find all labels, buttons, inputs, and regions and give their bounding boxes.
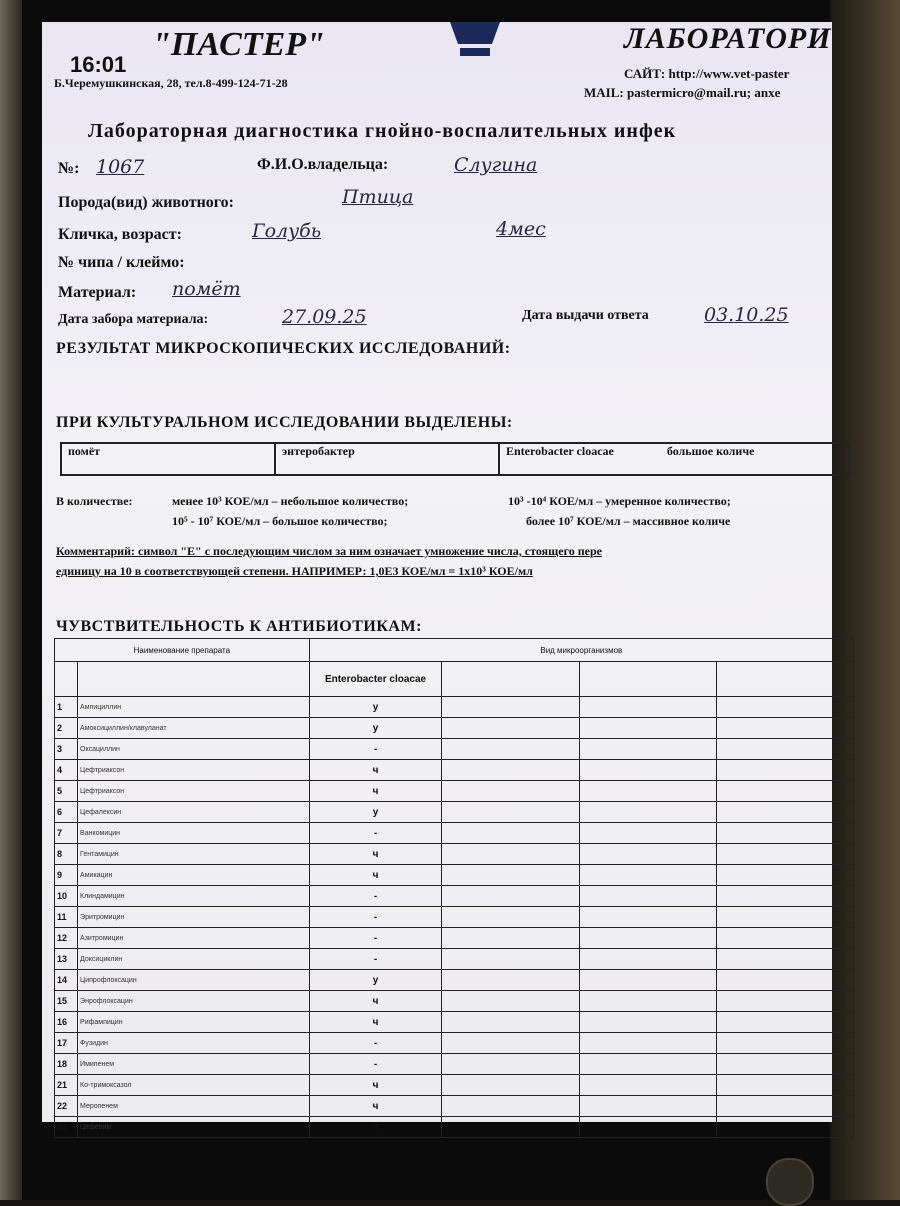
drug-name: Эритромицин bbox=[78, 907, 310, 928]
drug-name: Цефалексин bbox=[78, 802, 310, 823]
table-row bbox=[55, 823, 854, 844]
species-column-header: Вид микроорганизмов bbox=[309, 639, 853, 662]
row-number: 14 bbox=[55, 970, 78, 991]
row-number: 8 bbox=[55, 844, 78, 865]
empty-cell bbox=[716, 823, 853, 844]
sensitivity-result: у bbox=[309, 697, 442, 718]
empty-cell bbox=[442, 1096, 579, 1117]
drug-name: Цефтриаксон bbox=[78, 781, 310, 802]
empty-cell bbox=[579, 802, 716, 823]
brand-heading: ЛАБОРАТОРИ bbox=[624, 22, 832, 55]
antibiotic-rows bbox=[55, 697, 854, 1138]
empty-cell bbox=[716, 844, 853, 865]
empty-cell bbox=[442, 760, 579, 781]
empty-cell bbox=[579, 991, 716, 1012]
empty-cell bbox=[442, 865, 579, 886]
empty-cell bbox=[579, 949, 716, 970]
empty-cell bbox=[716, 949, 853, 970]
photo-background-left bbox=[0, 0, 22, 1200]
drug-name: Клиндамицин bbox=[78, 886, 310, 907]
empty-cell bbox=[442, 718, 579, 739]
empty-cell bbox=[579, 760, 716, 781]
table-row bbox=[55, 949, 854, 970]
empty-cell bbox=[716, 697, 853, 718]
empty-cell bbox=[716, 1054, 853, 1075]
empty-cell bbox=[442, 1012, 579, 1033]
empty-cell bbox=[716, 1033, 853, 1054]
culture-organism-ru-cell: энтеробактер bbox=[275, 443, 499, 475]
table-row bbox=[55, 781, 854, 802]
row-number: 7 bbox=[55, 823, 78, 844]
table-row bbox=[55, 739, 854, 760]
issue-date-label: Дата выдачи ответа bbox=[522, 308, 649, 323]
table-row bbox=[55, 886, 854, 907]
row-number: 5 bbox=[55, 781, 78, 802]
table-row bbox=[55, 1033, 854, 1054]
empty-cell bbox=[579, 1075, 716, 1096]
row-number: 23 bbox=[55, 1117, 78, 1138]
sensitivity-result: ч bbox=[309, 1117, 442, 1138]
pet-age-value: 4мес bbox=[496, 218, 546, 240]
empty-cell bbox=[579, 1012, 716, 1033]
table-row bbox=[55, 802, 854, 823]
row-number: 1 bbox=[55, 697, 78, 718]
table-row bbox=[55, 1096, 854, 1117]
sensitivity-result: - bbox=[309, 907, 442, 928]
empty-cell bbox=[716, 907, 853, 928]
chip-label: № чипа / клеймо: bbox=[58, 254, 185, 271]
owner-label: Ф.И.О.владельца: bbox=[257, 156, 389, 173]
empty-cell bbox=[579, 781, 716, 802]
empty-cell bbox=[442, 907, 579, 928]
table-row bbox=[55, 1075, 854, 1096]
sensitivity-result: - bbox=[309, 1054, 442, 1075]
empty-cell bbox=[579, 1096, 716, 1117]
table-row bbox=[55, 718, 854, 739]
empty-cell bbox=[716, 1075, 853, 1096]
empty-cell bbox=[579, 823, 716, 844]
culture-material-cell: помёт bbox=[61, 443, 275, 475]
empty-cell bbox=[716, 1096, 853, 1117]
sensitivity-result: ч bbox=[309, 1075, 442, 1096]
drug-name: Амикацин bbox=[78, 865, 310, 886]
drug-name: Амоксициллин/клавуланат bbox=[78, 718, 310, 739]
drug-name: Цефтриаксон bbox=[78, 760, 310, 781]
sensitivity-result: ч bbox=[309, 844, 442, 865]
amount-legend-small: менее 10³ КОЕ/мл – небольшое количество; bbox=[172, 494, 409, 508]
table-row bbox=[55, 1012, 854, 1033]
antibiotics-heading: ЧУВСТВИТЕЛЬНОСТЬ К АНТИБИОТИКАМ: bbox=[56, 618, 422, 635]
amount-legend-massive: более 10⁷ КОЕ/мл – массивное количе bbox=[526, 514, 731, 528]
row-number: 2 bbox=[55, 718, 78, 739]
breed-value: Птица bbox=[342, 186, 414, 208]
empty-cell bbox=[716, 760, 853, 781]
empty-cell bbox=[716, 991, 853, 1012]
pet-name-value: Голубь bbox=[252, 220, 322, 242]
row-number: 11 bbox=[55, 907, 78, 928]
empty-cell bbox=[442, 1117, 579, 1138]
sensitivity-result: ч bbox=[309, 865, 442, 886]
empty-cell bbox=[442, 1054, 579, 1075]
table-row bbox=[55, 907, 854, 928]
material-value: помёт bbox=[172, 278, 241, 300]
table-subheader-row bbox=[55, 662, 854, 697]
sample-date-label: Дата забора материала: bbox=[58, 312, 209, 327]
empty-cell bbox=[442, 823, 579, 844]
lab-logo-text: "ПАСТЕР" bbox=[152, 26, 325, 63]
sensitivity-result: ч bbox=[309, 1012, 442, 1033]
comment-line-2: единицу на 10 в соответствующей степени. НАПРИМЕР: 1,0Е3 КОЕ/мл = 1х10³ КОЕ/мл bbox=[56, 564, 533, 578]
sensitivity-result: ч bbox=[309, 760, 442, 781]
sensitivity-result: - bbox=[309, 886, 442, 907]
sensitivity-result: - bbox=[309, 1033, 442, 1054]
sensitivity-result: ч bbox=[309, 1096, 442, 1117]
microscopy-heading: РЕЗУЛЬТАТ МИКРОСКОПИЧЕСКИХ ИССЛЕДОВАНИЙ: bbox=[56, 340, 511, 357]
table-row bbox=[55, 844, 854, 865]
empty-cell bbox=[716, 886, 853, 907]
empty-cell bbox=[579, 970, 716, 991]
sensitivity-result: - bbox=[309, 928, 442, 949]
drug-name: Гентамицин bbox=[78, 844, 310, 865]
empty-cell bbox=[579, 844, 716, 865]
drug-name: Ванкомицин bbox=[78, 823, 310, 844]
empty-cell bbox=[442, 781, 579, 802]
lab-website: САЙТ: http://www.vet-paster bbox=[624, 66, 790, 81]
sensitivity-result: у bbox=[309, 970, 442, 991]
number-value: 1067 bbox=[96, 156, 145, 178]
sensitivity-result: ч bbox=[309, 991, 442, 1012]
empty-cell bbox=[442, 697, 579, 718]
row-number: 3 bbox=[55, 739, 78, 760]
table-row bbox=[55, 1054, 854, 1075]
drug-name: Фузидин bbox=[78, 1033, 310, 1054]
empty-cell bbox=[579, 865, 716, 886]
row-number: 18 bbox=[55, 1054, 78, 1075]
table-row bbox=[55, 865, 854, 886]
empty-cell bbox=[442, 1075, 579, 1096]
phone-screen[interactable] bbox=[42, 22, 832, 1133]
sensitivity-result: - bbox=[309, 739, 442, 760]
row-number: 12 bbox=[55, 928, 78, 949]
drug-name: Цефепим bbox=[78, 1117, 310, 1138]
empty-cell bbox=[442, 949, 579, 970]
drug-name: Азитромицин bbox=[78, 928, 310, 949]
table-row bbox=[55, 1117, 854, 1138]
drug-name: Энрофлоксацин bbox=[78, 991, 310, 1012]
status-bar-time: 16:01 bbox=[70, 52, 127, 77]
sample-date-value: 27.09.25 bbox=[282, 306, 367, 328]
table-header-row bbox=[55, 639, 854, 662]
table-row bbox=[55, 697, 854, 718]
empty-cell bbox=[716, 928, 853, 949]
empty-cell bbox=[442, 928, 579, 949]
empty-cell bbox=[716, 739, 853, 760]
row-number: 13 bbox=[55, 949, 78, 970]
row-number: 16 bbox=[55, 1012, 78, 1033]
drug-name: Доксициклин bbox=[78, 949, 310, 970]
empty-cell bbox=[442, 844, 579, 865]
empty-cell bbox=[579, 718, 716, 739]
empty-cell bbox=[442, 1033, 579, 1054]
empty-cell bbox=[716, 970, 853, 991]
drug-name: Оксациллин bbox=[78, 739, 310, 760]
empty-cell bbox=[716, 865, 853, 886]
drug-name: Ципрофлоксацин bbox=[78, 970, 310, 991]
table-row bbox=[55, 970, 854, 991]
empty-cell bbox=[442, 802, 579, 823]
number-label: №: bbox=[58, 160, 80, 177]
empty-cell bbox=[442, 991, 579, 1012]
empty-cell bbox=[716, 1117, 853, 1138]
empty-cell bbox=[579, 739, 716, 760]
empty-cell bbox=[716, 802, 853, 823]
empty-cell bbox=[716, 1012, 853, 1033]
sensitivity-result: у bbox=[309, 718, 442, 739]
sensitivity-result: у bbox=[309, 802, 442, 823]
organism-column-header: Enterobacter cloacae bbox=[309, 662, 442, 697]
amount-legend-large: 10⁵ - 10⁷ КОЕ/мл – большое количество; bbox=[172, 514, 388, 528]
lab-email: MAIL: pastermicro@mail.ru; anxe bbox=[584, 85, 781, 100]
empty-cell bbox=[442, 970, 579, 991]
name-age-label: Кличка, возраст: bbox=[58, 226, 182, 243]
drug-name: Ко-тримоксазол bbox=[78, 1075, 310, 1096]
antibiotic-sensitivity-table bbox=[54, 638, 854, 1138]
row-number: 15 bbox=[55, 991, 78, 1012]
document-title: Лабораторная диагностика гнойно-воспалительных инфек bbox=[88, 120, 677, 142]
row-number: 21 bbox=[55, 1075, 78, 1096]
empty-cell bbox=[716, 718, 853, 739]
issue-date-value: 03.10.25 bbox=[704, 304, 789, 326]
amount-legend-moderate: 10³ -10⁴ КОЕ/мл – умеренное количество; bbox=[508, 494, 731, 508]
lab-address: Б.Черемушкинская, 28, тел.8-499-124-71-28 bbox=[54, 76, 288, 90]
drug-name: Ампициллин bbox=[78, 697, 310, 718]
row-number: 22 bbox=[55, 1096, 78, 1117]
sensitivity-result: - bbox=[309, 949, 442, 970]
drug-name: Имипенем bbox=[78, 1054, 310, 1075]
drug-name: Рифампицин bbox=[78, 1012, 310, 1033]
culture-amount: большое количе bbox=[666, 444, 755, 458]
empty-cell bbox=[579, 1054, 716, 1075]
empty-cell bbox=[716, 781, 853, 802]
lab-logo-icon bbox=[440, 22, 510, 62]
row-number: 9 bbox=[55, 865, 78, 886]
camera-lens bbox=[766, 1158, 814, 1206]
row-number: 17 bbox=[55, 1033, 78, 1054]
amount-label: В количестве: bbox=[56, 494, 133, 508]
table-row bbox=[61, 443, 849, 475]
owner-value: Слугина bbox=[454, 154, 538, 176]
table-row bbox=[55, 991, 854, 1012]
empty-cell bbox=[579, 697, 716, 718]
table-row bbox=[55, 760, 854, 781]
sensitivity-result: - bbox=[309, 823, 442, 844]
empty-cell bbox=[442, 739, 579, 760]
material-label: Материал: bbox=[58, 284, 137, 301]
drug-name: Меропенем bbox=[78, 1096, 310, 1117]
sensitivity-result: ч bbox=[309, 781, 442, 802]
table-row bbox=[55, 928, 854, 949]
empty-cell bbox=[579, 907, 716, 928]
breed-label: Порода(вид) животного: bbox=[58, 194, 234, 211]
empty-cell bbox=[442, 886, 579, 907]
empty-cell bbox=[579, 1033, 716, 1054]
comment-line-1: Комментарий: символ "Е" с последующим числом за ним означает умножение числа, стоящего пере bbox=[56, 544, 602, 558]
culture-organism-lat-cell bbox=[499, 443, 849, 475]
empty-cell bbox=[579, 886, 716, 907]
row-number: 4 bbox=[55, 760, 78, 781]
empty-cell bbox=[579, 928, 716, 949]
row-number: 6 bbox=[55, 802, 78, 823]
empty-cell bbox=[579, 1117, 716, 1138]
culture-heading: ПРИ КУЛЬТУРАЛЬНОМ ИССЛЕДОВАНИИ ВЫДЕЛЕНЫ: bbox=[56, 414, 513, 431]
organism-latin-name: Enterobacter cloacae bbox=[506, 444, 614, 458]
row-number: 10 bbox=[55, 886, 78, 907]
culture-results-table bbox=[60, 442, 850, 476]
drug-column-header: Наименование препарата bbox=[55, 639, 310, 662]
